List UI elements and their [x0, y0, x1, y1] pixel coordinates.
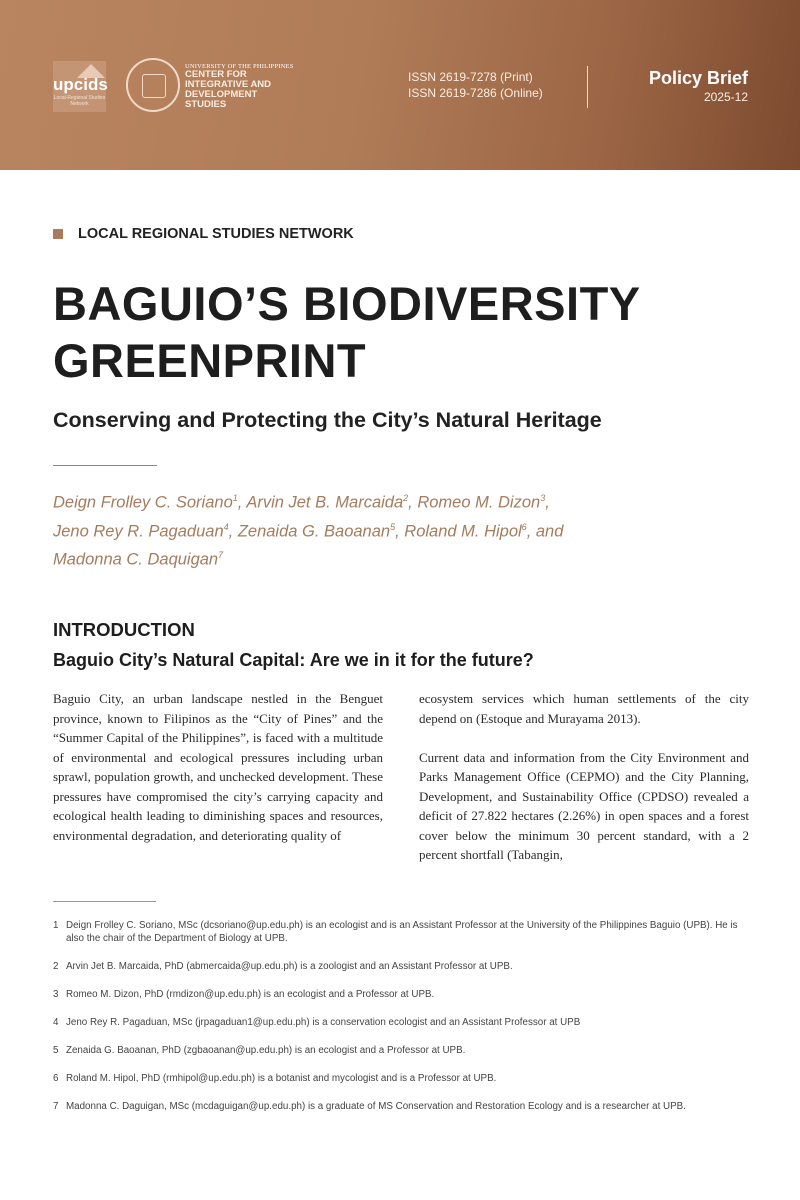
center-line: STUDIES [185, 99, 227, 110]
doc-type-block [649, 68, 748, 104]
title-line: BAGUIO’S BIODIVERSITY [53, 277, 641, 330]
network-label [53, 226, 354, 242]
footnote-number: 4 [53, 1017, 59, 1028]
university-name: UNIVERSITY OF THE PHILIPPINES [185, 63, 294, 70]
footnote [53, 1072, 753, 1085]
paragraph: Baguio City, an urban landscape nestled in the Benguet province, known to Filipinos as the “City of Pines” and the “Summer Capital of the Philippines”, is faced with a multitude of environmental and ecological pressures including urban sprawl, population growth, and unchecked development. These pressures have compromised the city’s carrying capacity and ecological health leading to diminishing spaces and resources, environmental degradation, and deteriorating quality of [53, 691, 383, 843]
footnote-number: 7 [53, 1101, 59, 1112]
paragraph: Current data and information from the City Environment and Parks Management Office (CEPMO) and the City Planning, Development, and Sustainability Office (CPDSO) revealed a deficit of 27.822 hectares (2.26%) in open spaces and a forest cover below the minimum 30 percent standard, with a 2 percent shortfall (Tabangin, [419, 749, 749, 862]
title-line: GREENPRINT [53, 334, 367, 387]
network-text: LOCAL REGIONAL STUDIES NETWORK [78, 226, 354, 242]
footnote [53, 960, 753, 973]
author-footnote-ref[interactable]: 2 [403, 493, 409, 503]
header-banner [0, 0, 800, 170]
doc-number: 2025-12 [703, 90, 748, 104]
paragraph: ecosystem services which human settlements of the city depend on (Estoque and Murayama 2013). [419, 691, 749, 726]
footnote-number: 5 [53, 1045, 59, 1056]
footnote-text: Deign Frolley C. Soriano, MSc (dcsoriano@up.edu.ph) is an ecologist and is an Assistant Professor at the University of the Philippines Baguio (UPB). He is also the chair of the Department of Biology at UPB. [66, 920, 738, 944]
issn-online: ISSN 2619-7286 (Online) [408, 86, 543, 100]
logo-subtext: Local-Regional Studies Network [53, 95, 106, 107]
square-bullet-icon [53, 229, 63, 239]
footnote-text: Jeno Rey R. Pagaduan, MSc (jrpagaduan1@up.edu.ph) is a conservation ecologist and an Assistant Professor at UPB [66, 1017, 581, 1028]
doc-type: Policy Brief [648, 68, 748, 88]
page-title [53, 275, 641, 389]
separator: , [395, 522, 405, 540]
upcids-logo [53, 61, 106, 112]
author-footnote-ref[interactable]: 7 [218, 550, 224, 560]
author-name: Arvin Jet B. Marcaida [246, 493, 404, 512]
footnote-text: Arvin Jet B. Marcaida, PhD (abmercaida@up.edu.ph) is a zoologist and an Assistant Professor at UPB. [66, 961, 513, 972]
center-line: CENTER FOR [185, 69, 247, 80]
footnotes [53, 919, 753, 1128]
section-heading: INTRODUCTION [53, 619, 195, 640]
footnote-text: Zenaida G. Baoanan, PhD (zgbaoanan@up.edu.ph) is an ecologist and a Professor at UPB. [66, 1045, 466, 1056]
footnote-text: Roland M. Hipol, PhD (rmhipol@up.edu.ph) is a botanist and mycologist and is a Professor at UPB. [66, 1073, 497, 1084]
issn-print: ISSN 2619-7278 (Print) [408, 70, 533, 84]
footnote-rule [53, 901, 156, 902]
header-divider [587, 66, 588, 108]
title-rule [53, 465, 157, 466]
footnote-text: Romeo M. Dizon, PhD (rmdizon@up.edu.ph) is an ecologist and a Professor at UPB. [66, 989, 435, 1000]
up-seal-icon [126, 58, 180, 112]
center-line: DEVELOPMENT [185, 89, 258, 100]
author-footnote-ref[interactable]: 5 [390, 521, 396, 532]
author-footnote-ref[interactable]: 1 [232, 493, 238, 503]
author-name: Madonna C. Daquigan [53, 550, 219, 569]
author-name: Romeo M. Dizon [417, 493, 541, 512]
author-name: Zenaida G. Baoanan [237, 522, 391, 540]
footnote-number: 2 [53, 961, 59, 972]
separator: , [228, 522, 238, 540]
separator: , [408, 493, 418, 512]
separator: , [545, 493, 550, 512]
body-column-left [53, 689, 383, 865]
author-footnote-ref[interactable]: 6 [521, 521, 527, 532]
footnote [53, 919, 753, 945]
author-footnote-ref[interactable]: 4 [223, 521, 229, 532]
footnote [53, 1100, 753, 1113]
footnote-text: Madonna C. Daguigan, MSc (mcdaguigan@up.edu.ph) is a graduate of MS Conservation and Restoration Ecology and is a researcher at UPB. [66, 1101, 686, 1112]
body-column-right [419, 689, 749, 884]
logo-text: upcids [53, 75, 108, 94]
footnote-number: 6 [53, 1073, 59, 1084]
author-name: Deign Frolley C. Soriano [53, 493, 233, 512]
separator: , [237, 493, 247, 512]
footnote [53, 1016, 753, 1029]
author-name: Jeno Rey R. Pagaduan [53, 522, 224, 540]
author-footnote-ref[interactable]: 3 [540, 493, 546, 503]
author-name: Roland M. Hipol [404, 522, 522, 540]
institution-name [185, 63, 294, 110]
footnote-number: 1 [53, 920, 59, 931]
center-line: INTEGRATIVE AND [185, 79, 272, 90]
footnote [53, 1044, 753, 1057]
page-subtitle: Conserving and Protecting the City’s Natural Heritage [53, 408, 602, 432]
footnote [53, 988, 753, 1001]
issn-block [408, 69, 543, 101]
separator: , and [526, 522, 564, 540]
footnote-number: 3 [53, 989, 59, 1000]
section-subheading: Baguio City’s Natural Capital: Are we in it for the future? [53, 650, 534, 670]
authors [53, 486, 633, 572]
